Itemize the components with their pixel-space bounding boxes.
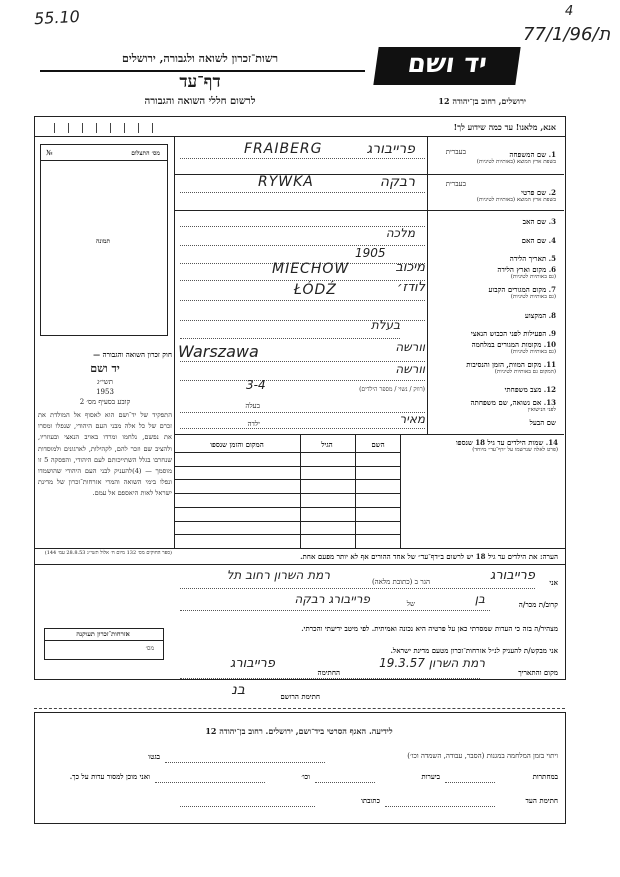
decl-relation-label: קרוב/ת מכר/ה (518, 600, 558, 609)
footer-line-1b: בגטו (148, 752, 160, 761)
form-title: דף־עד (179, 72, 221, 92)
archive-box-no: מס׳ (145, 645, 154, 652)
photo-label: תמונה (95, 238, 111, 245)
registrar-label: חתימת הרושם (280, 692, 320, 701)
row-12-label: 12. מצב משפחתי (504, 385, 556, 394)
law-footnote: (ספר החוקים מס׳ 132 מיום ח׳ אלול תשי״ג 28.8.53 עמ׳ 144) (44, 550, 172, 556)
victim-name: פרייבורג רבקה (294, 592, 370, 606)
row-9-label: 9. הפעילות לפני הכבוש הנאצי (470, 329, 556, 338)
wartime-residence-latin: Warszawa (178, 342, 259, 361)
footer-title: לידיעה. האגף הסרטי ביד־ושם, ירושלים. רחוב בן־יהודה 12 (205, 726, 393, 736)
children-table-row-line (174, 521, 401, 522)
residence-latin: ŁÓDŹ (294, 282, 337, 298)
decl-address-label: הגר ב (כתובת מלאה) (371, 578, 430, 586)
law-year: 1953 (96, 388, 114, 396)
row-10-label: 10. מקומות המגורים במלחמה (גם באותיות לטיניות) (471, 340, 556, 355)
row-5-label: 5. תאריך הלידה (509, 254, 556, 263)
yad-vashem-logo (373, 47, 520, 85)
witness-relation: בן (474, 592, 485, 606)
row-1-prefix: בעברית (445, 148, 466, 156)
first-name-latin: RYWKA (258, 174, 314, 190)
decl-statement: מצהיר/ה בזה כי העדות שמסרתי כאן על פרטיה היא נכונה ואמיתית. לפי מיטב ידיעתי והכרתי. (301, 624, 558, 633)
marital-status-hint: (רווק / נשוי / מספר הילדים) (359, 386, 425, 393)
footer-line-1: ויתוי בזמן המלחמה במגנות (הסבר, עבודה, השמדה וכו׳) (407, 752, 558, 760)
wartime-residence-hebrew: וורשה (395, 340, 425, 354)
place-date-label: מקום והתאריך (518, 668, 558, 677)
spouse-suffix: ילדה (247, 420, 260, 428)
row-4-label: 4. שם האם (521, 236, 556, 245)
photo-number-label: מס׳ התצלום (131, 150, 160, 157)
children-table-label: 14. שמות הילדים עד גיל 18 שנספו (פרט לאלה שנרשמו על ״דף־עד״ מיוחד) (456, 438, 558, 453)
children-col-age: הגיל (321, 440, 333, 449)
photo-id-ticks (46, 123, 161, 133)
footer-line-3: חתימת העד (525, 796, 558, 805)
law-year-hebrew: תשי״ג (96, 378, 114, 386)
children-table-row-line (174, 493, 401, 494)
row-11-label: 11. מקום המוות, הזמן והנסיבות (המקום גם באותיות לטיניות) (466, 360, 556, 375)
spouse-name: מאיר (399, 412, 425, 426)
witness-name: פרייבורג (489, 568, 535, 583)
intro-text: אנא, מלאנו! עד כמה שידוע לך! (453, 122, 556, 132)
first-name-hebrew: רבקה (379, 174, 415, 190)
row-3-label: 3. שם האב (522, 217, 556, 226)
notice: הערה: את הילדים עד גיל 18 יש לרשום ב״דף־עד״ של אחד ההורים אף לא יותר מפעם אחת. (300, 552, 558, 561)
family-name-latin: FRAIBERG (244, 141, 323, 157)
birth-year: 1905 (355, 246, 386, 260)
birth-place-latin: MIECHOW (272, 261, 350, 277)
law-title: חוק זכרון השואה והגבורה — (93, 350, 172, 359)
photo-number-mark: № (46, 149, 53, 157)
row-6-label: 6. מקום וארץ הלידה (גם באותיות לטיניות) (497, 265, 556, 280)
law-body: התפקיד של יד־ושם הוא לאסוף אל המולדת את זכרם של כל אלה מבני העם היהודי, שנפלו ומסרו את נפשם, נלחמו ומרדו באויב הנאצי ובעוזריו, ולהציב שם וזכר להם, לקהילות, לארגונים ולמוסדות שנחרבו בגלל השתייכותם לעם היהודי, והפסקה 5 זו מוסמך — (4)להעניק לבני העם היהודי שהושמדו ונפלו בימי השואה והמרי אזרחות־זכרון של מדינת ישראל לאות היאספם אל עמם. (38, 411, 173, 498)
footer-line-2: במחתרות (532, 772, 558, 781)
children-table-row-line (174, 479, 401, 480)
children-col-place: המקום והזמן שנספו (210, 440, 264, 449)
row-13-label: 13. אם נשואה, שם משפחתה לפני הנישואין (470, 398, 556, 413)
archive-box-title: אזרחות־זכרון תעוקנה (76, 630, 130, 638)
children-table-row-line (174, 466, 401, 467)
row-7-label: 7. מקום המגורים הקבוע (גם באותיות לטיניות) (488, 285, 556, 300)
row-8-label: 8. המקצוע (524, 311, 556, 320)
footer-line-3b: כתובתו (361, 796, 380, 805)
row-13-suffix: בעלה (245, 402, 260, 410)
law-name: יד ושם (90, 362, 120, 375)
footer-line-2d: ואני מוכן למסור עדות על כך. (69, 772, 150, 781)
children-table-row-line (174, 534, 401, 535)
logo-text: יד ושם (405, 49, 489, 79)
row-2-label: 2. שם פרטי בשפת ארץ המוצא (באותיות לטיניות) (476, 188, 556, 203)
decl-of: של (406, 600, 415, 608)
witness-address: רמת השרון רחוב תל (226, 568, 330, 582)
decl-i: אני (549, 578, 558, 587)
authority-name: רשות־זכרון לשואה ולגבורה, ירושלים (121, 52, 279, 65)
footer-line-2b: ביערות (421, 772, 440, 781)
spouse-label: שם הבעל (529, 418, 556, 427)
residence-hebrew: לודז׳ (397, 280, 425, 295)
law-clause: קובע בסעיף מס׳ 2 (79, 398, 131, 406)
children-table-row-line (174, 507, 401, 508)
place-date: רמת השרון 19.3.57 (379, 656, 485, 670)
header-address: ירושלים, רחוב בן־יהודה 12 (438, 96, 526, 106)
pre-war-activity: בעלת (370, 318, 400, 332)
family-name-hebrew: פרייבורג (366, 141, 415, 157)
row-1-label: 1. שם המשפחה בשפת ארץ המוצא (באותיות לטיניות) (476, 150, 556, 165)
filing-number: 55.10 (33, 6, 81, 29)
form-subtitle: לרשום חללי השואה והגבורה (144, 96, 256, 107)
archive-subnumber: 4 (565, 4, 574, 19)
registrar-signature: בנ (231, 682, 245, 698)
archive-number: ת/77/1/96 (523, 24, 611, 45)
signature-label: החתימה (317, 668, 340, 677)
children-col-name: השם (371, 440, 385, 449)
decl-request: אני מבקש/ת להעניק לנ״ל אזרחות־זכרון מטעם מדינת ישראל. (390, 646, 558, 655)
children-count: 3-4 (246, 378, 266, 392)
signature: פרייבורג (229, 656, 275, 671)
birth-place-hebrew: מיכוב (395, 260, 425, 275)
footer-line-2c: וכו׳ (301, 772, 310, 781)
death-place: וורשה (395, 362, 425, 376)
row-2-prefix: בעברית (445, 180, 466, 188)
mother-name: מלכה (385, 226, 415, 240)
